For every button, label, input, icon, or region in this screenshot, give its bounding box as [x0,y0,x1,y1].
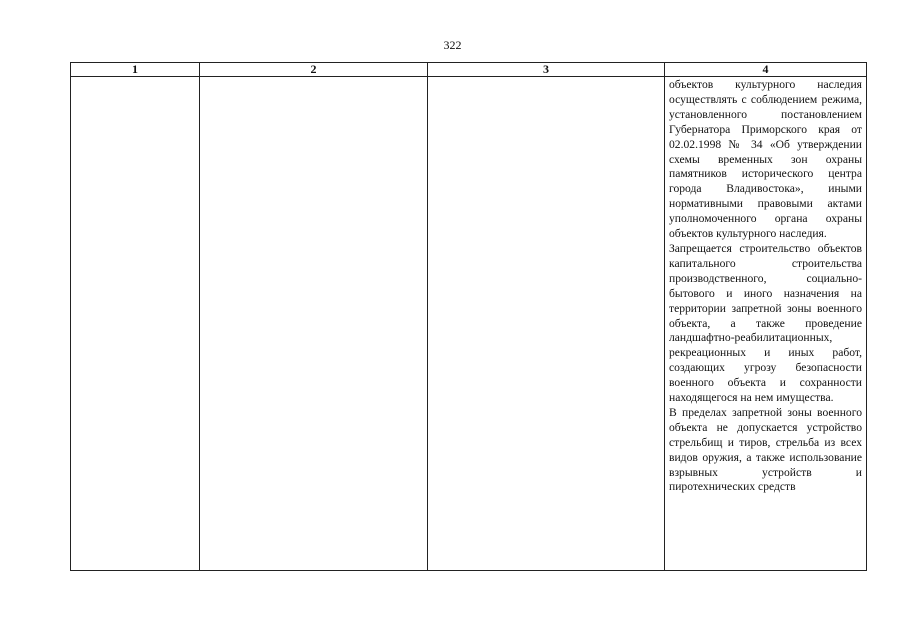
table-cell-col3 [428,77,665,571]
column-header-4: 4 [665,63,867,77]
paragraph-heritage-regime: объектов культурного наследия осуществлять с соблюдением режима, установленного постановлением Губернатора Приморского края от 02.02.1998 № 34 «Об утверждении схемы временных зон охраны памятников исторического центра города Владивостока», иными нормативными правовыми актами уполномоченного органа охраны объектов культурного наследия. [669,78,862,241]
table-header-row [71,63,867,77]
table-cell-col1 [71,77,200,571]
document-table [70,62,867,571]
column-header-1: 1 [71,63,200,77]
paragraph-weapons-ban: В пределах запретной зоны военного объекта не допускается устройство стрельбищ и тиров, стрельба из всех видов оружия, а также использование взрывных устройств и пиротехнических средств [669,405,862,494]
table-cell-col2 [200,77,428,571]
cell-text-block [665,77,866,495]
column-header-2: 2 [200,63,428,77]
page-number: 322 [443,38,462,52]
paragraph-construction-ban: Запрещается строительство объектов капитального строительства производственного, социально-бытового и иного назначения на территории запретной зоны военного объекта, а также проведение ландшафтно-реабилитационных, рекреационных и иных работ, создающих угрозу безопасности военного объекта и сохранности находящегося на нем имущества. [669,241,862,405]
table-row [71,77,867,571]
table-cell-col4 [665,77,867,571]
column-header-3: 3 [428,63,665,77]
